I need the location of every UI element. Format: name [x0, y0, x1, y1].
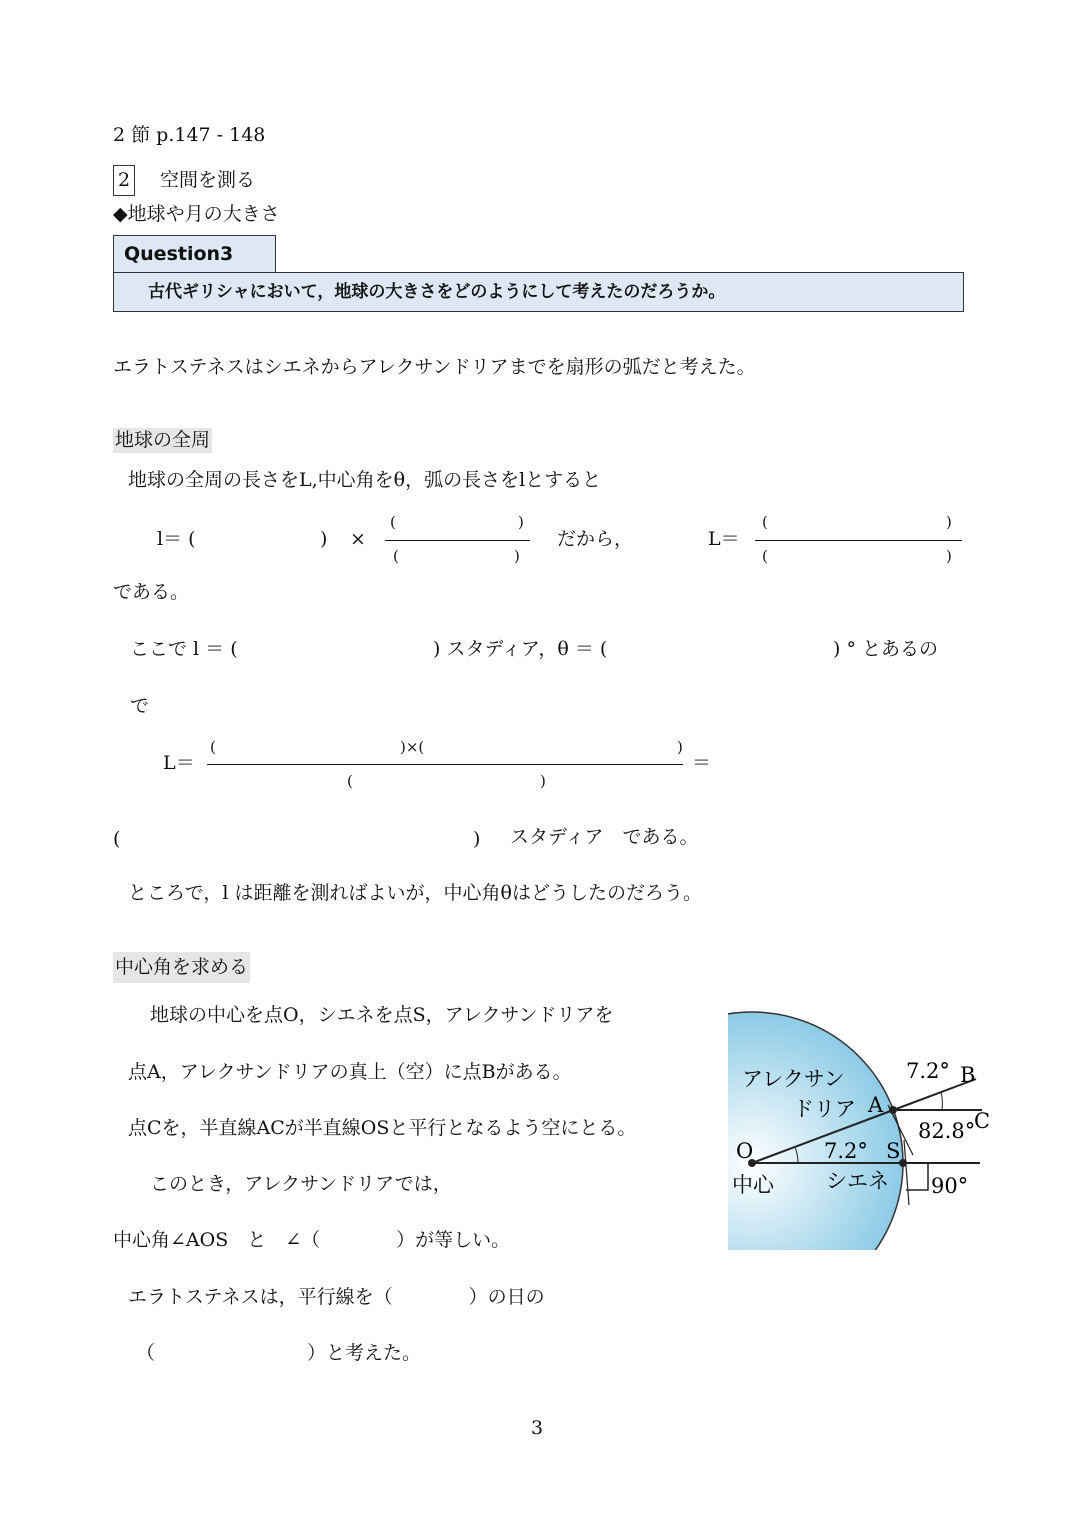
paren: ) [518, 513, 524, 531]
text: ところで，l は距離を測ればよいが，中心角θはどうしたのだろう。 [128, 882, 702, 904]
angle-90: 90° [931, 1174, 969, 1198]
heading-central-angle: 中心角を求める [113, 952, 250, 983]
text: 点A，アレクサンドリアの真上（空）に点Bがある。 [128, 1061, 572, 1083]
section-title: 空間を測る [160, 169, 256, 191]
tangent-s [904, 1140, 909, 1205]
paren: ) [677, 738, 683, 756]
times: × [350, 528, 366, 550]
formula-l: l＝ ( [157, 528, 196, 550]
equals: ＝ [692, 752, 712, 774]
paren: ( [390, 513, 396, 531]
fraction-line [385, 540, 530, 541]
fraction-line [207, 764, 683, 765]
formula-L: L＝ [708, 528, 740, 550]
label-c: C [974, 1109, 991, 1133]
paren: ( [113, 828, 121, 850]
intro-text: エラトステネスはシエネからアレクサンドリアまでを扇形の弧だと考えた。 [113, 356, 756, 378]
paren: ( [762, 547, 768, 565]
paren: ( [347, 772, 353, 790]
label-siene: シエネ [826, 1169, 889, 1193]
paren: ( [210, 738, 216, 756]
fraction-line [755, 540, 962, 541]
question-label: Question3 [124, 243, 234, 265]
label-o: O [736, 1139, 754, 1163]
text: ) スタディア，θ ＝ ( [433, 638, 608, 660]
paren: ( [762, 513, 768, 531]
point-a [889, 1106, 897, 1114]
angle-bac: 7.2° [906, 1059, 950, 1083]
paren: ( [393, 547, 399, 565]
label-alexandria: ドリア [793, 1097, 856, 1121]
question-label-box [113, 235, 276, 274]
section-number: 2 [113, 165, 135, 196]
eratosthenes-diagram [728, 1010, 993, 1252]
text: である。 [113, 581, 190, 603]
text: 中心角∠AOS と ∠（ ）が等しい。 [113, 1229, 511, 1251]
text: エラトステネスは，平行線を（ ）の日の [128, 1286, 545, 1308]
text: このとき，アレクサンドリアでは， [150, 1173, 452, 1195]
label-a: A [868, 1093, 884, 1117]
text: ) ° とあるの [833, 638, 938, 660]
formula-L: L＝ [163, 752, 195, 774]
angle-82: 82.8° [918, 1119, 976, 1143]
angle-aos: 7.2° [824, 1139, 868, 1163]
angle-arc-a [941, 1092, 942, 1110]
subtitle: ◆地球や月の大きさ [113, 203, 280, 225]
label-b: B [960, 1063, 976, 1087]
text: だから， [557, 528, 634, 550]
paren: ) [946, 547, 952, 565]
heading-circumference: 地球の全周 [115, 429, 211, 451]
paren: )×( [400, 738, 425, 756]
label-s: S [886, 1139, 901, 1163]
text: （ ）と考えた。 [136, 1342, 422, 1364]
text: ここで l ＝ ( [130, 638, 238, 660]
paren: ) [320, 528, 328, 550]
text: 点Cを，半直線ACが半直線OSと平行となるよう空にとる。 [128, 1117, 637, 1139]
question-box [113, 272, 964, 312]
paren: ) [540, 772, 546, 790]
text: 地球の中心を点O，シエネを点S，アレクサンドリアを [150, 1004, 614, 1026]
earth-shape [728, 1012, 903, 1252]
paren: ) [514, 547, 520, 565]
text: で [130, 695, 150, 717]
page-number: 3 [531, 1417, 544, 1439]
text: 地球の全周の長さをL,中心角をθ，弧の長さをlとすると [128, 469, 602, 491]
paren: ) [946, 513, 952, 531]
paren: ) [473, 828, 481, 850]
label-center: 中心 [732, 1173, 774, 1197]
section-ref: 2 節 p.147 - 148 [113, 124, 266, 146]
text: スタディア である。 [510, 826, 699, 848]
label-alexandria: アレクサン [742, 1067, 845, 1091]
question-text: 古代ギリシャにおいて，地球の大きさをどのようにして考えたのだろうか。 [148, 282, 726, 302]
